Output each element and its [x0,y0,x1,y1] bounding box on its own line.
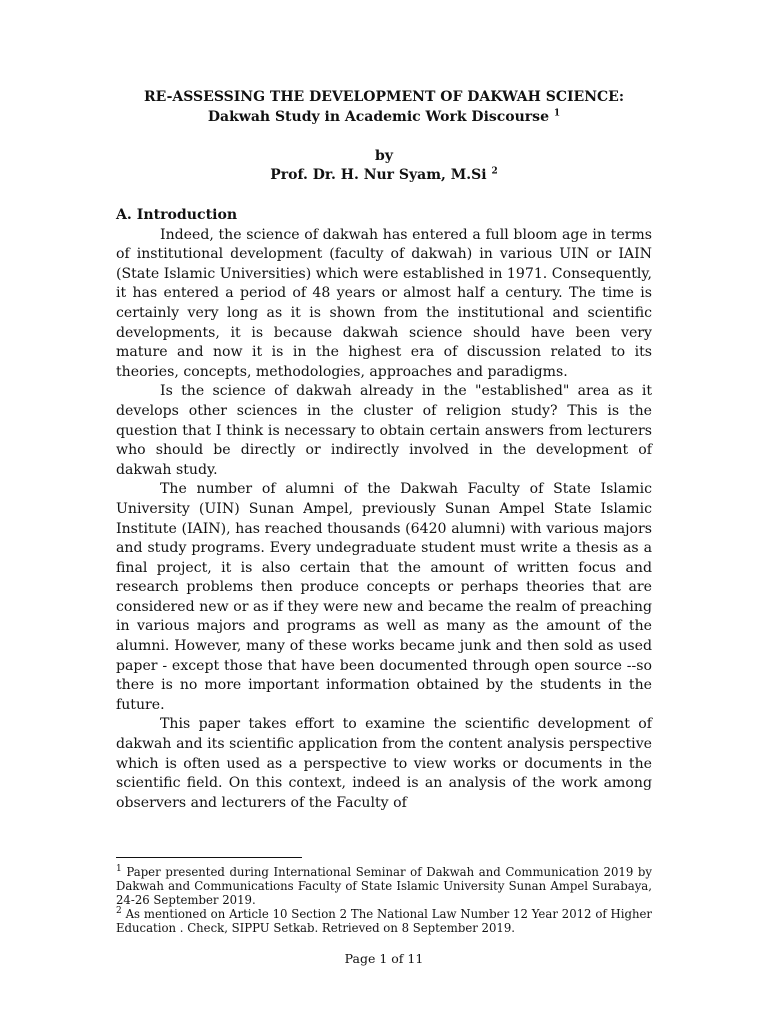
by-text: by [375,148,393,164]
subtitle-text: Dakwah Study in Academic Work Discourse [207,109,549,125]
footnote-separator [116,857,302,858]
footnote-text: As mentioned on Article 10 Section 2 The National Law Number 12 Year 2012 of Higher Education . Check, SIPPU Setkab. Retrieved on 8 September 2019. [116,907,653,935]
footnote-ref-1: 1 [553,108,561,119]
body-text [116,206,652,813]
footnote-2 [116,907,652,935]
footnote-text: Paper presented during International Seminar of Dakwah and Communication 2019 by Dakwah and Communications Faculty of State Islamic University Sunan Ampel Surabaya, 24-26 September 2019. [116,865,652,907]
paragraph: This paper takes effort to examine the scientific development of dakwah and its scientific application from the content analysis perspective which is often used as a perspective to view works or documents in the scientific field. On this context, indeed is an analysis of the work among observers and lecturers of the Faculty of [116,716,652,811]
author-name: Prof. Dr. H. Nur Syam, M.Si [270,167,487,183]
by-line [0,147,768,165]
section-heading: A. Introduction [116,207,238,223]
footnotes [116,865,652,935]
title-text: RE-ASSESSING THE DEVELOPMENT OF DAKWAH SCIENCE: [144,89,624,105]
author-line [0,166,768,184]
footnote-mark: 1 [116,864,122,875]
footnote-ref-2: 2 [491,166,498,177]
paragraph: The number of alumni of the Dakwah Faculty of State Islamic University (UIN) Sunan Ampel, previously Sunan Ampel State Islamic Institute (IAIN), has reached thousands (6420 alumni) with various majors and study programs. Every undegraduate student must write a thesis as a final project, it is also certain that the amount of written focus and research problems then produce concepts or perhaps theories that are considered new or as if they were new and became the realm of preaching in various majors and programs as well as many as the amount of the alumni. However, many of these works became junk and then sold as used paper - except those that have been documented through open source --so there is no more important information obtained by the students in the future. [116,481,652,713]
footnote-1 [116,865,652,907]
footnote-mark: 2 [116,906,122,917]
document-title [0,88,768,106]
paragraph: Is the science of dakwah already in the "established" area as it develops other sciences in the cluster of religion study? This is the question that I think is necessary to obtain certain answers from lecturers who should be directly or indirectly involved in the development of dakwah study. [116,383,652,478]
paragraph: Indeed, the science of dakwah has entered a full bloom age in terms of institutional development (faculty of dakwah) in various UIN or IAIN (State Islamic Universities) which were established in 1971. Consequently, it has entered a period of 48 years or almost half a century. The time is certainly very long as it is shown from the institutional and scientific developments, it is because dakwah science should have been very mature and now it is in the highest era of discussion related to its theories, concepts, methodologies, approaches and paradigms. [116,226,652,380]
page-number: Page 1 of 11 [344,951,424,966]
document-subtitle [0,108,768,126]
